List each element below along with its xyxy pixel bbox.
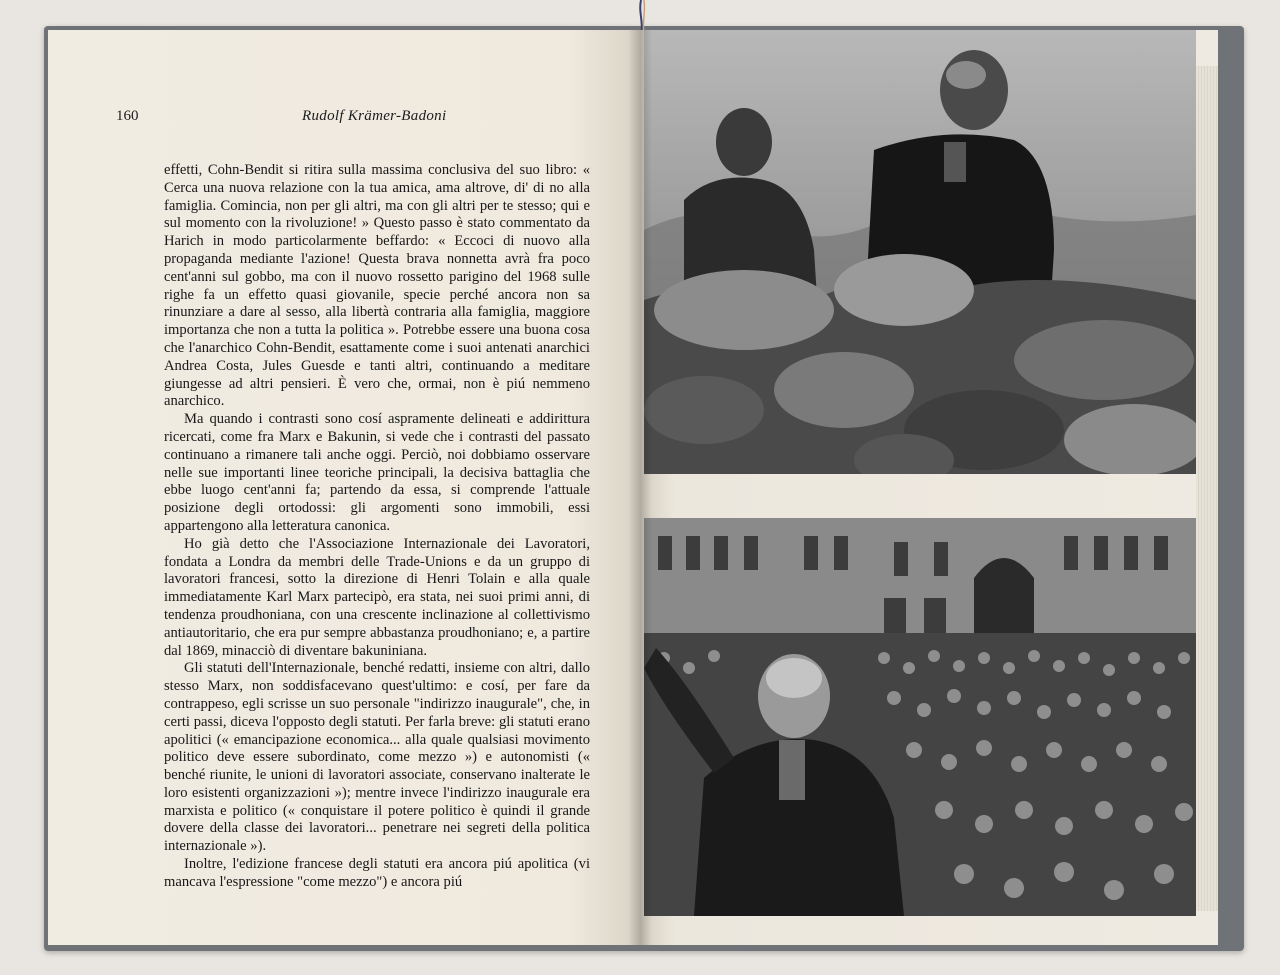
gutter-shadow bbox=[628, 30, 652, 945]
photo-orator-before-crowd bbox=[644, 518, 1196, 916]
running-head-author: Rudolf Krämer-Badoni bbox=[302, 108, 447, 124]
paragraph: Ma quando i contrasti sono cosí aspramente delineati e addirittura ricercati, come fra Marx e Bakunin, si vede che i contrasti del passato continuano a rimanere tali anche oggi. Perciò, noi dobbiamo osservare nelle sue importanti linee teoriche principali, la decisiva battaglia che ebbe luogo cent'anni fa; partendo da essa, si comprende l'attuale posizione degli ortodossi: gli argomenti sono immobili, essi appartengono alla letteratura canonica. bbox=[164, 411, 590, 534]
photo-orator-before-crowd-icon bbox=[644, 518, 1196, 916]
paragraph: effetti, Cohn-Bendit si ritira sulla massima conclusiva del suo libro: « Cerca una nuova relazione con la tua amica, ama altrove, di' di no alla famiglia. Comincia, non per gli altri, ma con gli altri per te stesso; qui e sul momento con la rivoluzione! » Questo passo è stato commentato da Harich in modo particolarmente beffardo: « Eccoci di nuovo alla propaganda mediante l'azione! Questa brava nonnetta avrà fra poco cent'anni sul gobbo, ma con il nuovo rossetto parigino del 1968 sulle righe fa un effetto quasi giovanile, specie perché ancora non sa rinunziare a dare al sesso, alla libertà contraria alla famiglia, maggiore importanza che non a tutta la politica ». Potrebbe essere una buona cosa che l'anarchico Cohn-Bendit, esattamente come i suoi antenati anarchici Andrea Costa, Jules Guesde e tanti altri, continuando a meditare giungesse ad altri pensieri. È vero che, ormai, non è piú nemmeno anarchico. bbox=[164, 162, 590, 410]
page-number: 160 bbox=[116, 108, 139, 124]
body-text bbox=[164, 162, 590, 892]
paragraph: Inoltre, l'edizione francese degli statuti era ancora piú apolitica (vi mancava l'espressione "come mezzo") e ancora piú bbox=[164, 856, 590, 890]
photo-two-men-on-platform bbox=[644, 30, 1196, 474]
paragraph: Ho già detto che l'Associazione Internazionale dei Lavoratori, fondata a Londra da membri delle Trade-Unions e da un gruppo di lavoratori francesi, sotto la direzione di Henri Tolain e alla quale immediatamente Karl Marx partecipò, era stata, nei suoi primi anni, di tendenza proudhoniana, con una crescente inclinazione al collettivismo antiautoritario, che era pur sempre abbastanza proudhoniano; e, a partire dal 1869, minacciò di diventare bakuniniana. bbox=[164, 535, 590, 659]
photo-two-men-on-platform-icon bbox=[644, 30, 1196, 474]
page-edges bbox=[1196, 66, 1218, 911]
paragraph: Gli statuti dell'Internazionale, benché redatti, insieme con altri, dallo stesso Marx, non soddisfacevano quest'ultimo: e cosí, per fare da contrappeso, egli scrisse un suo personale "indirizzo inaugurale", che, in certi passi, diceva l'opposto degli statuti. Per farla breve: gli statuti erano apolitici (« emancipazione economica... alla quale qualsiasi movimento politico deve essere subordinato, come mezzo ») e autonomisti (« benché riunite, le unioni di lavoratori associate, conservano inalterate le loro esistenti organizzazioni »); mentre invece l'indirizzo inaugurale era marxista e politico (« conquistare il potere politico è quindi il grande dovere della classe dei lavoratori... penetrare nei segreti della politica internazionale »). bbox=[164, 660, 590, 855]
